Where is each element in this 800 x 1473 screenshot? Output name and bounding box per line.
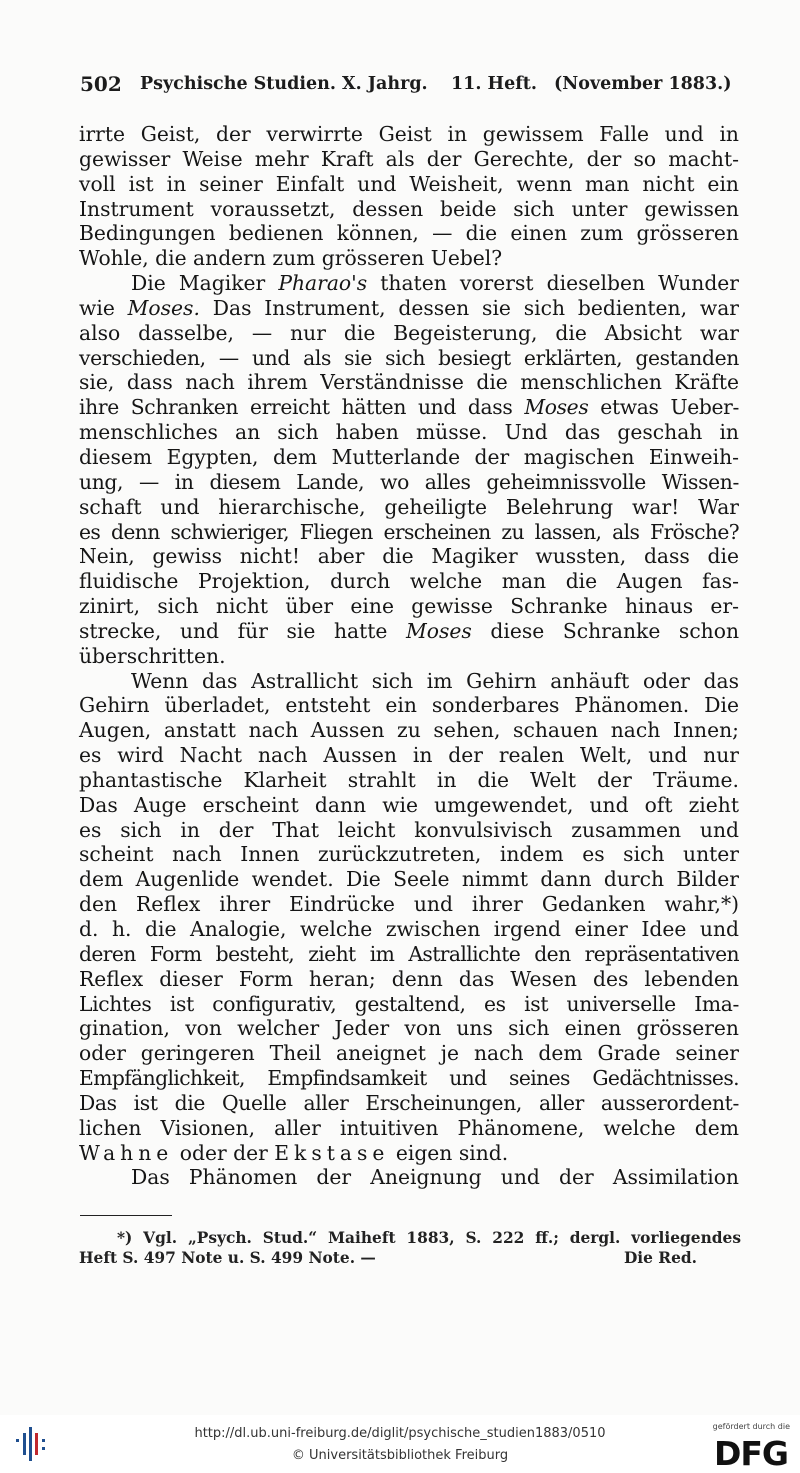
text-line: Das Auge erscheint dann wie umgewendet, und oft zieht [79,792,739,817]
text-line: dem Augenlide wendet. Die Seele nimmt dann durch Bilder [79,867,739,892]
text-line: Nein, gewiss nicht! aber die Magiker wussten, dass die [79,544,739,569]
text-line: es sich in der That leicht konvulsivisch zusammen und [79,817,739,842]
text-line: phantastische Klarheit strahlt in die Welt der Träume. [79,767,739,792]
text-line: Das Phänomen der Aneignung und der Assimilation [131,1165,739,1190]
text-line: überschritten. [79,643,226,668]
text-line: wie Moses. Das Instrument, dessen sie sich bedienten, war [79,295,739,320]
text-line: oder geringeren Theil aneignet je nach dem Grade seiner [79,1041,739,1066]
permalink-url[interactable]: http://dl.ub.uni-freiburg.de/diglit/psychische_studien1883/0510 [194,1426,606,1441]
text-line: sie, dass nach ihrem Verständnisse die menschlichen Kräfte [79,370,739,395]
text-line: Augen, anstatt nach Aussen zu sehen, schauen nach Innen; [79,718,739,743]
spaced-word: Wahne [79,1140,174,1165]
text-line: Lichtes ist configurativ, gestaltend, es ist universelle Ima- [79,991,739,1016]
text-line: Empfänglichkeit, Empfindsamkeit und seines Gedächtnisses. [79,1066,739,1091]
name-pharao: Pharao's [278,271,368,296]
text-line: gewisser Weise mehr Kraft als der Gerechte, der so macht- [79,146,739,171]
issue-date: (November 1883.) [554,74,732,94]
text-line: scheint nach Innen zurückzutreten, indem es sich unter [79,842,739,867]
text-line: Gehirn überladet, entsteht ein sonderbares Phänomen. Die [79,693,739,718]
text-line: zinirt, sich nicht über eine gewisse Schranke hinaus er- [79,594,739,619]
text-line: Reflex dieser Form heran; denn das Wesen des lebenden [79,966,739,991]
page-number: 502 [80,72,122,96]
footnote-signature: Die Red. [623,1249,697,1267]
body-text [79,122,739,1190]
name-moses: Moses. [127,295,200,320]
text-line: lichen Visionen, aller intuitiven Phänomene, welche dem [79,1115,739,1140]
text-line: Bedingungen bedienen können, — die einen zum grösseren [79,221,739,246]
text-line: es denn schwieriger, Fliegen erscheinen zu lassen, als Frösche? [79,519,739,544]
text-line: menschliches an sich haben müsse. Und das geschah in [79,420,739,445]
footnote [79,1228,741,1268]
text-line: deren Form besteht, zieht im Astrallichte den repräsentativen [79,941,739,966]
text-line: ung, — in diesem Lande, wo alles geheimnissvolle Wissen- [79,469,739,494]
dfg-caption: gefördert durch die [712,1422,790,1431]
text-line: ihre Schranken erreicht hätten und dass Moses etwas Ueber- [79,395,739,420]
issue-number: 11. Heft. [451,74,537,94]
text-line: Wenn das Astrallicht sich im Gehirn anhäuft oder das [131,668,739,693]
text-line: fluidische Projektion, durch welche man die Augen fas- [79,569,739,594]
library-footer [0,1415,800,1472]
footnote-line: *) Vgl. „Psych. Stud.“ Maiheft 1883, S. 222 ff.; dergl. vorliegendes [117,1229,741,1247]
text-line: diesem Egypten, dem Mutterlande der magischen Einweih- [79,444,739,469]
text-line: strecke, und für sie hatte Moses diese Schranke schon [79,618,740,643]
text-line: verschieden, — und als sie sich besiegt erklärten, gestanden [79,345,739,370]
text-line: also dasselbe, — nur die Begeisterung, die Absicht war [79,320,739,345]
text-line: Die Magiker Pharao's thaten vorerst dieselben Wunder [131,271,739,296]
text-line: d. h. die Analogie, welche zwischen irgend einer Idee und [79,917,739,941]
text-line: Instrument voraussetzt, dessen beide sich unter gewissen [79,196,739,221]
name-moses: Moses [406,618,472,643]
text-line: irrte Geist, der verwirrte Geist in gewissem Falle und in [79,122,739,146]
text-line: schaft und hierarchische, geheiligte Belehrung war! War [79,494,739,519]
text-line: voll ist in seiner Einfalt und Weisheit, wenn man nicht ein [79,171,739,196]
journal-title: Psychische Studien. [140,74,336,94]
footnote-line: Heft S. 497 Note u. S. 499 Note. — [79,1249,376,1267]
text-line: es wird Nacht nach Aussen in der realen Welt, und nur [79,743,739,768]
text-line: den Reflex ihrer Eindrücke und ihrer Gedanken wahr,*) [79,892,739,917]
text-line: gination, von welcher Jeder von uns sich einen grösseren [79,1016,739,1041]
name-moses: Moses [524,395,589,420]
footnote-rule [80,1215,172,1216]
copyright-notice: © Universitätsbibliothek Freiburg [291,1448,509,1463]
text-line: Wahne oder der Ekstase eigen sind. [79,1140,509,1165]
text-line: Das ist die Quelle aller Erscheinungen, aller ausserordent- [79,1090,739,1115]
volume-year: X. Jahrg. [342,74,428,94]
spaced-word: Ekstase [274,1140,390,1165]
running-header [80,74,740,102]
text-line: Wohle, die andern zum grösseren Uebel? [79,246,503,271]
dfg-logo: DFG [713,1434,788,1473]
